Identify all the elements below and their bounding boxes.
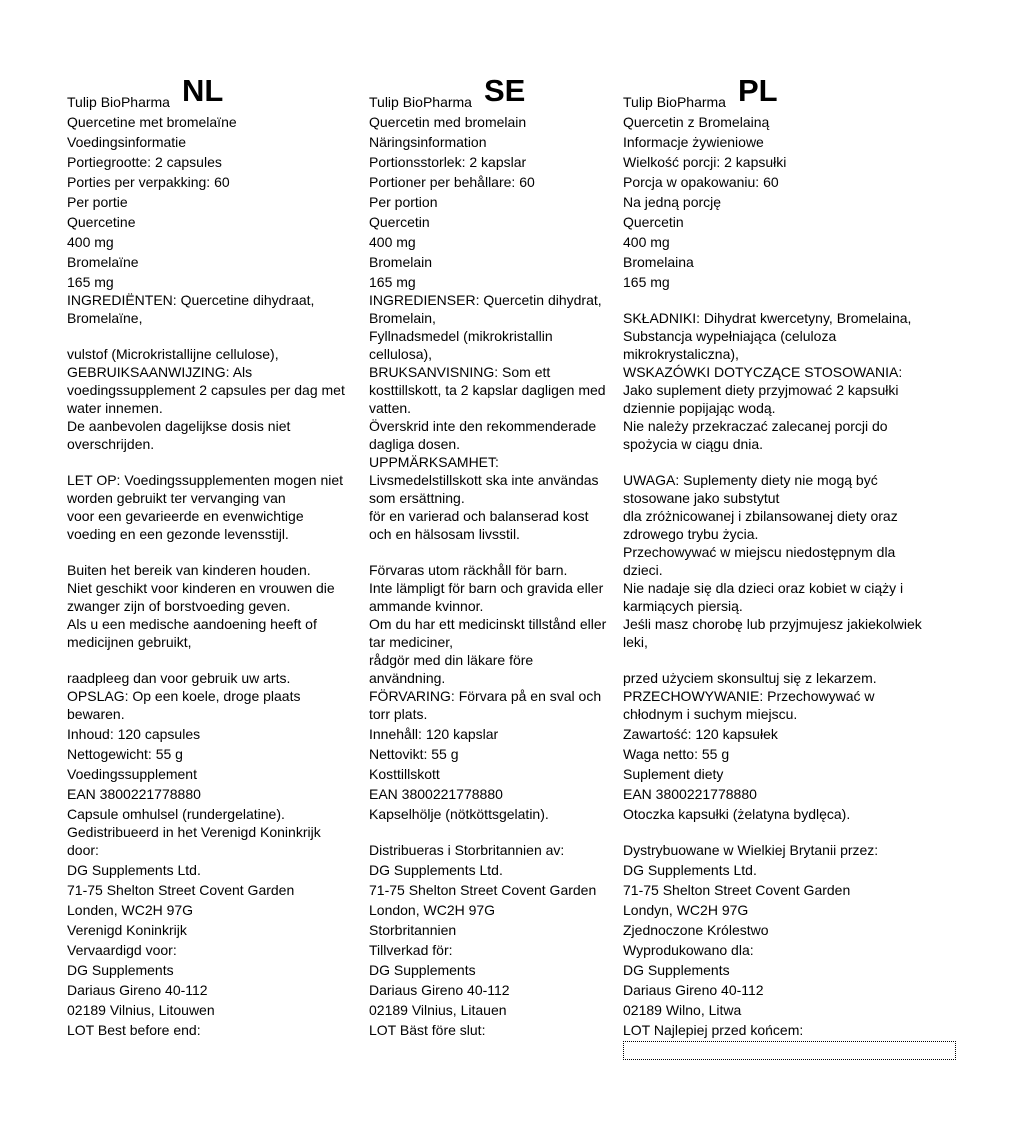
- label-line: Portioner per behållare: 60: [369, 174, 535, 190]
- label-line: cellulosa),: [369, 346, 433, 362]
- label-line: Wielkość porcji: 2 kapsułki: [623, 154, 787, 170]
- label-line: Suplement diety: [623, 766, 724, 782]
- label-line: zdrowego trybu życia.: [623, 526, 759, 542]
- label-line: raadpleeg dan voor gebruik uw arts.: [67, 670, 291, 686]
- language-code-pl: PL: [738, 73, 778, 108]
- label-line: ammande kvinnor.: [369, 598, 484, 614]
- label-line: Dariaus Gireno 40-112: [67, 982, 208, 998]
- label-line: Otoczka kapsułki (żelatyna bydlęca).: [623, 806, 851, 822]
- label-line: rådgör med din läkare före: [369, 652, 534, 668]
- label-line: 71-75 Shelton Street Covent Garden: [369, 882, 597, 898]
- label-line: 02189 Vilnius, Litauen: [369, 1002, 507, 1018]
- label-line: Quercetin: [369, 214, 430, 230]
- label-line: Voedingssupplement: [67, 766, 197, 782]
- label-line: chłodnym i suchym miejscu.: [623, 706, 798, 722]
- label-line: Vervaardigd voor:: [67, 942, 177, 958]
- label-line: water innemen.: [67, 400, 163, 416]
- label-line: PRZECHOWYWANIE: Przechowywać w: [623, 688, 875, 704]
- label-line: Bromelaïne: [67, 254, 139, 270]
- label-line: Nie należy przekraczać zalecanej porcji do: [623, 418, 888, 434]
- label-line: WSKAZÓWKI DOTYCZĄCE STOSOWANIA:: [623, 364, 903, 380]
- label-line: Storbritannien: [369, 922, 457, 938]
- label-line: leki,: [623, 634, 648, 650]
- label-line: SKŁADNIKI: Dihydrat kwercetyny, Bromelaina,: [623, 310, 912, 326]
- label-line: Om du har ett medicinskt tillstånd eller: [369, 616, 607, 632]
- label-line: 165 mg: [67, 274, 114, 290]
- label-line: LET OP: Voedingssupplementen mogen niet: [67, 472, 344, 488]
- label-line: Wyprodukowano dla:: [623, 942, 754, 958]
- label-line: Inte lämpligt för barn och gravida eller: [369, 580, 604, 596]
- label-line: Innehåll: 120 kapslar: [369, 726, 499, 742]
- label-line: Gedistribueerd in het Verenigd Koninkrijk: [67, 824, 321, 840]
- label-line: Tulip BioPharma: [67, 94, 170, 110]
- label-line: bewaren.: [67, 706, 125, 722]
- label-line: voedingssupplement 2 capsules per dag met: [67, 382, 345, 398]
- label-line: Quercetine: [67, 214, 136, 230]
- label-line: 02189 Wilno, Litwa: [623, 1002, 742, 1018]
- label-line: Przechowywać w miejscu niedostępnym dla: [623, 544, 896, 560]
- label-line: tar mediciner,: [369, 634, 454, 650]
- label-line: Zjednoczone Królestwo: [623, 922, 769, 938]
- label-line: De aanbevolen dagelijkse dosis niet: [67, 418, 291, 434]
- label-line: 02189 Vilnius, Litouwen: [67, 1002, 215, 1018]
- label-line: Quercetine met bromelaïne: [67, 114, 237, 130]
- label-line: 400 mg: [623, 234, 670, 250]
- label-line: Dariaus Gireno 40-112: [369, 982, 510, 998]
- label-line: Tillverkad för:: [369, 942, 453, 958]
- label-line: Tulip BioPharma: [369, 94, 472, 110]
- label-line: dagliga dosen.: [369, 436, 461, 452]
- label-line: Portionsstorlek: 2 kapslar: [369, 154, 527, 170]
- label-line: användning.: [369, 670, 446, 686]
- label-line: Distribueras i Storbritannien av:: [369, 842, 565, 858]
- label-line: medicijnen gebruikt,: [67, 634, 192, 650]
- language-code-nl: NL: [182, 73, 224, 108]
- label-line: 165 mg: [623, 274, 670, 290]
- label-line: Per portie: [67, 194, 128, 210]
- label-line: 400 mg: [67, 234, 114, 250]
- label-line: EAN 3800221778880: [623, 786, 757, 802]
- label-line: DG Supplements: [67, 962, 174, 978]
- label-line: Livsmedelstillskott ska inte användas: [369, 472, 599, 488]
- label-line: 400 mg: [369, 234, 416, 250]
- label-line: dziennie popijając wodą.: [623, 400, 776, 416]
- lot-entry-box: [623, 1041, 956, 1060]
- language-code-se: SE: [484, 73, 526, 108]
- label-line: Portiegrootte: 2 capsules: [67, 154, 222, 170]
- label-line: Bromelaina: [623, 254, 694, 270]
- label-line: Bromelain,: [369, 310, 436, 326]
- label-line: LOT Bäst före slut:: [369, 1022, 486, 1038]
- label-line: DG Supplements Ltd.: [369, 862, 503, 878]
- label-line: DG Supplements: [623, 962, 730, 978]
- label-line: dla zróżnicowanej i zbilansowanej diety oraz: [623, 508, 898, 524]
- label-line: spożycia w ciągu dnia.: [623, 436, 764, 452]
- label-line: Voedingsinformatie: [67, 134, 187, 150]
- label-line: overschrijden.: [67, 436, 155, 452]
- label-line: 71-75 Shelton Street Covent Garden: [67, 882, 295, 898]
- label-line: Nettovikt: 55 g: [369, 746, 459, 762]
- label-line: mikrokrystaliczna),: [623, 346, 739, 362]
- label-line: London, WC2H 97G: [369, 902, 496, 918]
- label-line: worden gebruikt ter vervanging van: [67, 490, 286, 506]
- label-line: voor een gevarieerde en evenwichtige: [67, 508, 304, 524]
- label-line: Zawartość: 120 kapsułek: [623, 726, 778, 742]
- label-line: LOT Najlepiej przed końcem:: [623, 1022, 804, 1038]
- label-line: FÖRVARING: Förvara på en sval och: [369, 688, 602, 704]
- label-line: Dariaus Gireno 40-112: [623, 982, 764, 998]
- label-line: Jeśli masz chorobę lub przyjmujesz jakiekolwiek: [623, 616, 922, 632]
- label-line: Waga netto: 55 g: [623, 746, 730, 762]
- label-line: Londen, WC2H 97G: [67, 902, 194, 918]
- label-line: kosttillskott, ta 2 kapslar dagligen med: [369, 382, 606, 398]
- label-line: och en hälsosam livsstil.: [369, 526, 520, 542]
- label-line: Londyn, WC2H 97G: [623, 902, 749, 918]
- label-line: torr plats.: [369, 706, 428, 722]
- label-line: Na jedną porcję: [623, 194, 722, 210]
- label-line: Näringsinformation: [369, 134, 487, 150]
- label-line: som ersättning.: [369, 490, 465, 506]
- label-line: 71-75 Shelton Street Covent Garden: [623, 882, 851, 898]
- label-line: Niet geschikt voor kinderen en vrouwen die: [67, 580, 335, 596]
- label-line: Per portion: [369, 194, 438, 210]
- label-line: Nie nadaje się dla dzieci oraz kobiet w ciąży i: [623, 580, 904, 596]
- label-line: Inhoud: 120 capsules: [67, 726, 201, 742]
- label-line: INGREDIËNTEN: Quercetine dihydraat,: [67, 292, 315, 308]
- label-line: Buiten het bereik van kinderen houden.: [67, 562, 311, 578]
- label-line: Kosttillskott: [369, 766, 440, 782]
- label-line: Tulip BioPharma: [623, 94, 726, 110]
- label-line: DG Supplements: [369, 962, 476, 978]
- label-line: Porcja w opakowaniu: 60: [623, 174, 779, 190]
- label-line: Quercetin z Bromelainą: [623, 114, 770, 130]
- label-line: Dystrybuowane w Wielkiej Brytanii przez:: [623, 842, 879, 858]
- label-line: LOT Best before end:: [67, 1022, 201, 1038]
- label-line: dzieci.: [623, 562, 663, 578]
- label-line: stosowane jako substytut: [623, 490, 780, 506]
- label-line: Bromelaïne,: [67, 310, 143, 326]
- label-line: DG Supplements Ltd.: [623, 862, 757, 878]
- label-line: EAN 3800221778880: [67, 786, 201, 802]
- label-line: Quercetin: [623, 214, 684, 230]
- label-line: Informacje żywieniowe: [623, 134, 764, 150]
- label-line: OPSLAG: Op een koele, droge plaats: [67, 688, 301, 704]
- label-line: Substancja wypełniająca (celuloza: [623, 328, 837, 344]
- label-line: 165 mg: [369, 274, 416, 290]
- label-line: vulstof (Microkristallijne cellulose),: [67, 346, 279, 362]
- label-line: EAN 3800221778880: [369, 786, 503, 802]
- label-line: Jako suplement diety przyjmować 2 kapsułki: [623, 382, 899, 398]
- label-line: Kapselhölje (nötköttsgelatin).: [369, 806, 549, 822]
- label-line: przed użyciem skonsultuj się z lekarzem.: [623, 670, 877, 686]
- label-line: Överskrid inte den rekommenderade: [369, 418, 597, 434]
- label-line: zwanger zijn of borstvoeding geven.: [67, 598, 291, 614]
- label-line: för en varierad och balanserad kost: [369, 508, 589, 524]
- label-line: Porties per verpakking: 60: [67, 174, 230, 190]
- label-line: Als u een medische aandoening heeft of: [67, 616, 317, 632]
- label-line: voeding en een gezonde levensstijl.: [67, 526, 289, 542]
- label-line: Fyllnadsmedel (mikrokristallin: [369, 328, 553, 344]
- label-line: Förvaras utom räckhåll för barn.: [369, 562, 568, 578]
- label-line: Nettogewicht: 55 g: [67, 746, 183, 762]
- label-line: door:: [67, 842, 99, 858]
- label-line: Bromelain: [369, 254, 433, 270]
- label-line: Quercetin med bromelain: [369, 114, 527, 130]
- label-line: UPPMÄRKSAMHET:: [369, 454, 499, 470]
- label-line: DG Supplements Ltd.: [67, 862, 201, 878]
- label-line: UWAGA: Suplementy diety nie mogą być: [623, 472, 878, 488]
- label-line: INGREDIENSER: Quercetin dihydrat,: [369, 292, 602, 308]
- label-line: GEBRUIKSAANWIJZING: Als: [67, 364, 253, 380]
- label-line: vatten.: [369, 400, 412, 416]
- label-line: Capsule omhulsel (rundergelatine).: [67, 806, 285, 822]
- label-line: BRUKSANVISNING: Som ett: [369, 364, 551, 380]
- label-line: Verenigd Koninkrijk: [67, 922, 187, 938]
- label-line: karmiących piersią.: [623, 598, 743, 614]
